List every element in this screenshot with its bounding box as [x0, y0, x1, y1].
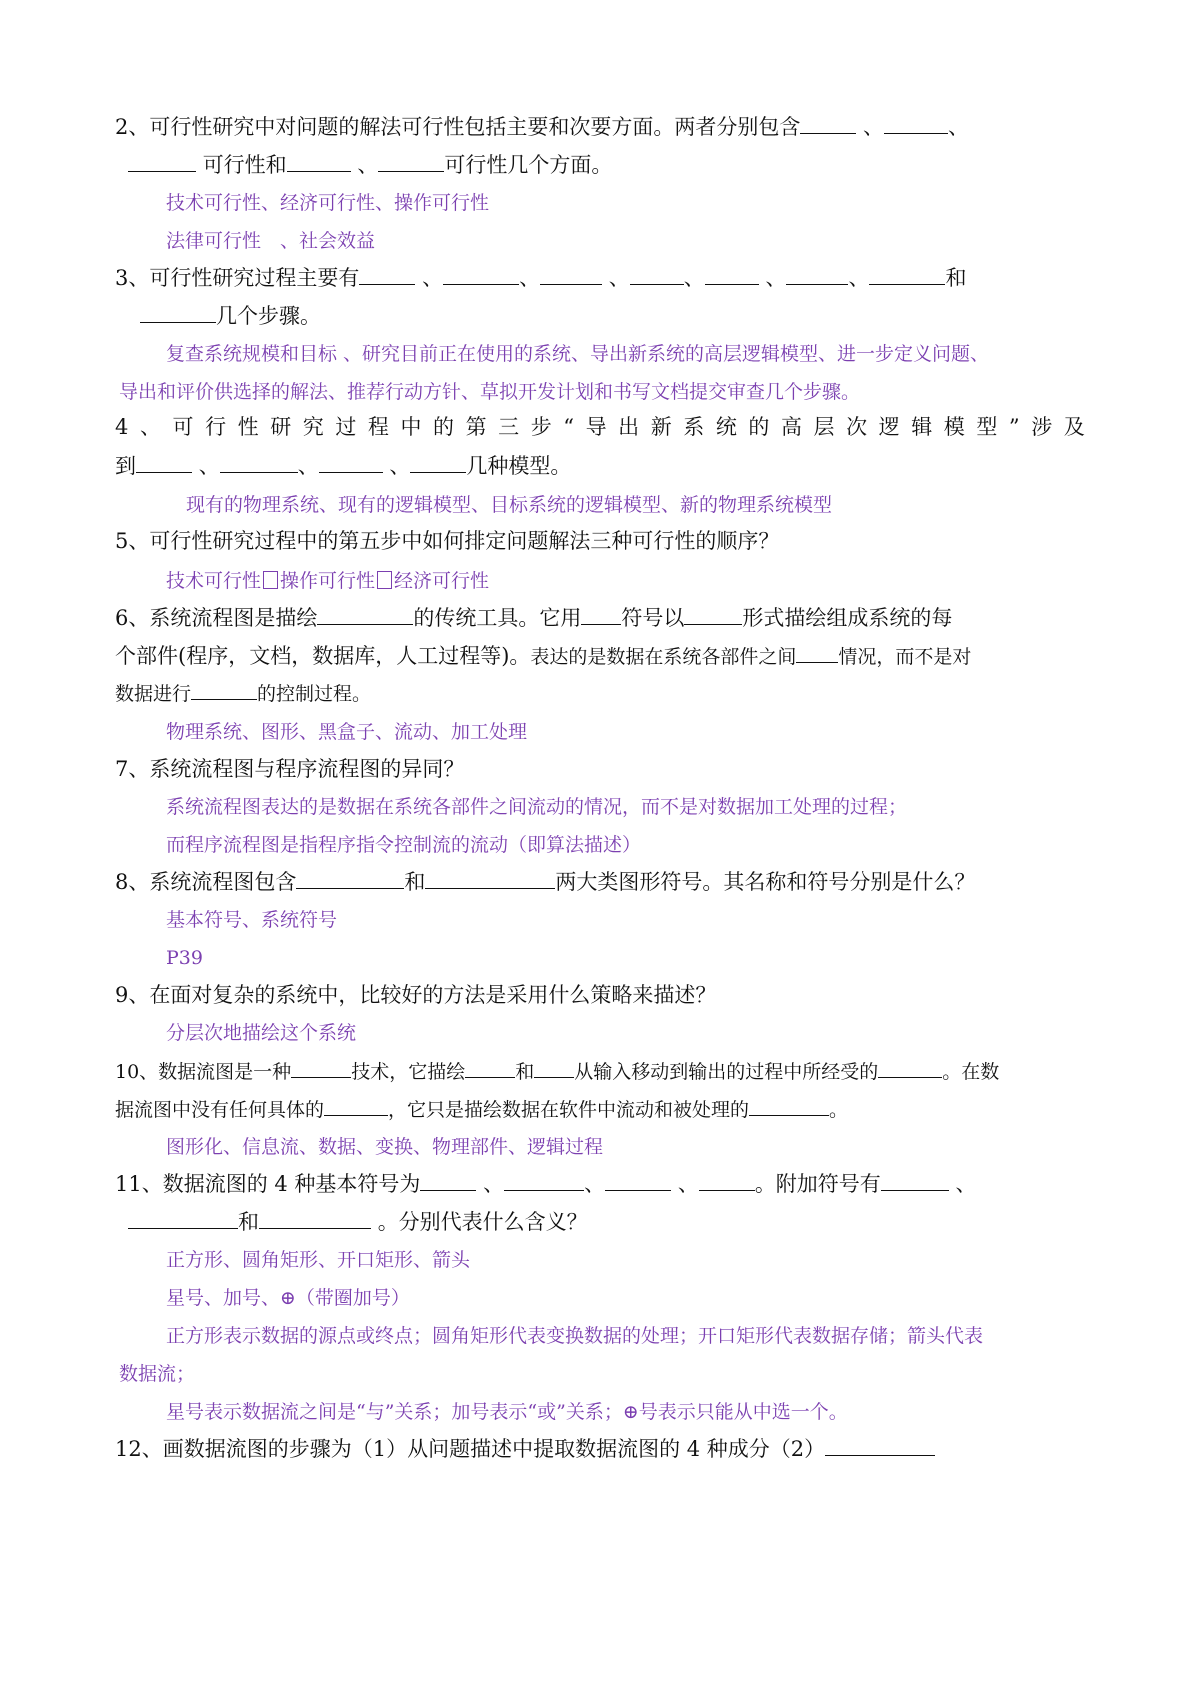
question-4-char: “ [563, 415, 574, 439]
blank[interactable] [540, 266, 602, 285]
question-4-char: 统 [715, 415, 737, 439]
blank[interactable] [878, 1059, 942, 1078]
answer-4: 现有的物理系统、现有的逻辑模型、目标系统的逻辑模型、新的物理系统模型 [186, 494, 833, 516]
answer-11d: 数据流； [119, 1363, 196, 1385]
question-7: 7、系统流程图与程序流程图的异同？ [115, 757, 465, 781]
question-4-char: 高 [780, 415, 802, 439]
question-4-char: 研 [270, 415, 292, 439]
blank[interactable] [287, 153, 351, 172]
question-4-char: 次 [846, 415, 868, 439]
blank[interactable] [296, 870, 404, 889]
question-4-char: 系 [683, 415, 705, 439]
question-4-char: 辑 [911, 415, 933, 439]
question-8: 8、系统流程图包含 和 两大类图形符号。其名称和符号分别是什么？ [115, 870, 976, 894]
blank[interactable] [378, 153, 444, 172]
blank[interactable] [786, 266, 848, 285]
blank[interactable] [128, 153, 196, 172]
blank[interactable] [420, 1172, 476, 1191]
question-4-char: ” [1008, 415, 1020, 439]
blank[interactable] [425, 870, 555, 889]
question-2-line1: 2、可行性研究中对问题的解法可行性包括主要和次要方面。两者分别包含 、 、 [115, 115, 970, 139]
question-4-line1 [115, 414, 1085, 440]
blank[interactable] [534, 1059, 574, 1078]
question-4-char: 的 [433, 415, 454, 439]
answer-2b: 法律可行性 、社会效益 [166, 230, 376, 252]
blank[interactable] [465, 1059, 515, 1078]
blank[interactable] [684, 606, 742, 625]
question-6-line2: 个部件(程序，文档，数据库，人工过程等)。表达的是数据在系统各部件之间 情况，而不是对 [115, 644, 972, 668]
blank[interactable] [324, 1097, 388, 1116]
question-3-line2: 几个步骤。 [140, 303, 321, 329]
separator-box-icon [263, 571, 278, 589]
answer-7a: 系统流程图表达的是数据在系统各部件之间流动的情况，而不是对数据加工处理的过程； [166, 796, 908, 818]
question-4-char: 究 [302, 415, 324, 439]
question-4-char: 第 [465, 415, 487, 439]
blank[interactable] [443, 266, 519, 285]
blank[interactable] [800, 115, 856, 134]
question-4-char: 步 [530, 415, 552, 439]
question-4-char: 逻 [878, 415, 900, 439]
question-3-text: 3、可行性研究过程主要有 [115, 266, 360, 290]
question-4-line2: 到 、 、 、 几种模型。 [115, 454, 572, 478]
blank[interactable] [140, 304, 216, 323]
question-4-char: 及 [1063, 415, 1085, 439]
question-2-line2: 可行性和 、 可行性几个方面。 [128, 152, 612, 178]
question-4-char: 新 [650, 415, 672, 439]
answer-5: 技术可行性 操作可行性 经济可行性 [166, 570, 490, 592]
question-12: 12、画数据流图的步骤为（1）从问题描述中提取数据流图的 4 种成分（2） [115, 1436, 935, 1462]
blank[interactable] [128, 1210, 238, 1229]
question-6-line1: 6、系统流程图是描绘 的传统工具。它用 符号以 形式描绘组成系统的每 [115, 606, 953, 630]
question-5: 5、可行性研究过程中的第五步中如何排定问题解法三种可行性的顺序？ [115, 529, 780, 553]
question-6-line3: 数据进行 的控制过程。 [115, 683, 372, 705]
answer-9: 分层次地描绘这个系统 [166, 1022, 357, 1044]
question-4-char: 涉 [1031, 415, 1053, 439]
answer-3a: 复查系统规模和目标 、研究目前正在使用的系统、导出新系统的高层逻辑模型、进一步定义问题、 [166, 343, 990, 365]
blank[interactable] [699, 1172, 755, 1191]
question-4-char: 程 [367, 415, 389, 439]
question-4-char: 行 [205, 415, 227, 439]
blank[interactable] [881, 1172, 949, 1191]
question-2-text: 2、可行性研究中对问题的解法可行性包括主要和次要方面。两者分别包含 [115, 115, 801, 139]
question-4-char: 层 [813, 415, 835, 439]
blank[interactable] [291, 1059, 351, 1078]
question-4-char: 性 [237, 415, 259, 439]
blank[interactable] [191, 681, 257, 700]
blank[interactable] [796, 644, 838, 663]
question-4-char: 三 [498, 415, 520, 439]
question-4-char: 型 [976, 415, 998, 439]
question-4-char: 模 [943, 415, 965, 439]
blank[interactable] [825, 1437, 935, 1456]
blank[interactable] [410, 454, 466, 473]
question-10-line1: 10、数据流图是一种 技术，它描绘 和 从输入移动到输出的过程中所经受的 。在数 [115, 1061, 1000, 1083]
question-4-char: 出 [618, 415, 640, 439]
answer-2a: 技术可行性、经济可行性、操作可行性 [166, 192, 490, 214]
question-4-char: 可 [172, 415, 194, 439]
blank[interactable] [869, 266, 945, 285]
answer-8a: 基本符号、系统符号 [166, 909, 338, 931]
question-4-char: 导 [585, 415, 607, 439]
question-11-line1: 11、数据流图的 4 种基本符号为 、 、 、 。附加符号有 、 [115, 1172, 977, 1196]
blank[interactable] [581, 606, 621, 625]
question-10-line2: 据流图中没有任何具体的 ，它只是描绘数据在软件中流动和被处理的 。 [115, 1099, 849, 1121]
blank[interactable] [220, 454, 298, 473]
answer-11c: 正方形表示数据的源点或终点；圆角矩形代表变换数据的处理；开口矩形代表数据存储；箭头代表 [166, 1325, 984, 1347]
question-3-line1: 3、可行性研究过程主要有 、 、 、 、 、 、 和 [115, 266, 967, 290]
blank[interactable] [884, 115, 948, 134]
question-4-char: 的 [748, 415, 770, 439]
blank[interactable] [605, 1172, 671, 1191]
question-4-char: 、 [139, 415, 161, 439]
blank[interactable] [504, 1172, 584, 1191]
answer-3b: 导出和评价供选择的解法、推荐行动方针、草拟开发计划和书写文档提交审查几个步骤。 [119, 381, 861, 403]
blank[interactable] [749, 1097, 829, 1116]
question-9: 9、在面对复杂的系统中，比较好的方法是采用什么策略来描述？ [115, 983, 717, 1007]
answer-11e: 星号表示数据流之间是“与”关系；加号表示“或”关系；⊕号表示只能从中选一个。 [166, 1401, 848, 1423]
answer-7b: 而程序流程图是指程序指令控制流的流动（即算法描述） [166, 834, 642, 856]
question-11-line2: 和 。分别代表什么含义？ [128, 1209, 588, 1235]
answer-6: 物理系统、图形、黑盒子、流动、加工处理 [166, 721, 528, 743]
blank[interactable] [317, 606, 413, 625]
answer-8b: P39 [166, 947, 203, 969]
blank[interactable] [136, 454, 192, 473]
question-4-char: 4 [115, 415, 129, 439]
blank[interactable] [705, 266, 759, 285]
separator-box-icon [377, 571, 392, 589]
question-4-char: 中 [400, 415, 422, 439]
blank[interactable] [259, 1210, 371, 1229]
blank[interactable] [319, 454, 383, 473]
blank[interactable] [630, 266, 684, 285]
answer-11b: 星号、加号、⊕（带圈加号） [166, 1287, 410, 1309]
blank[interactable] [359, 266, 415, 285]
question-4-char: 过 [335, 415, 357, 439]
answer-11a: 正方形、圆角矩形、开口矩形、箭头 [166, 1249, 471, 1271]
answer-10: 图形化、信息流、数据、变换、物理部件、逻辑过程 [166, 1136, 604, 1158]
